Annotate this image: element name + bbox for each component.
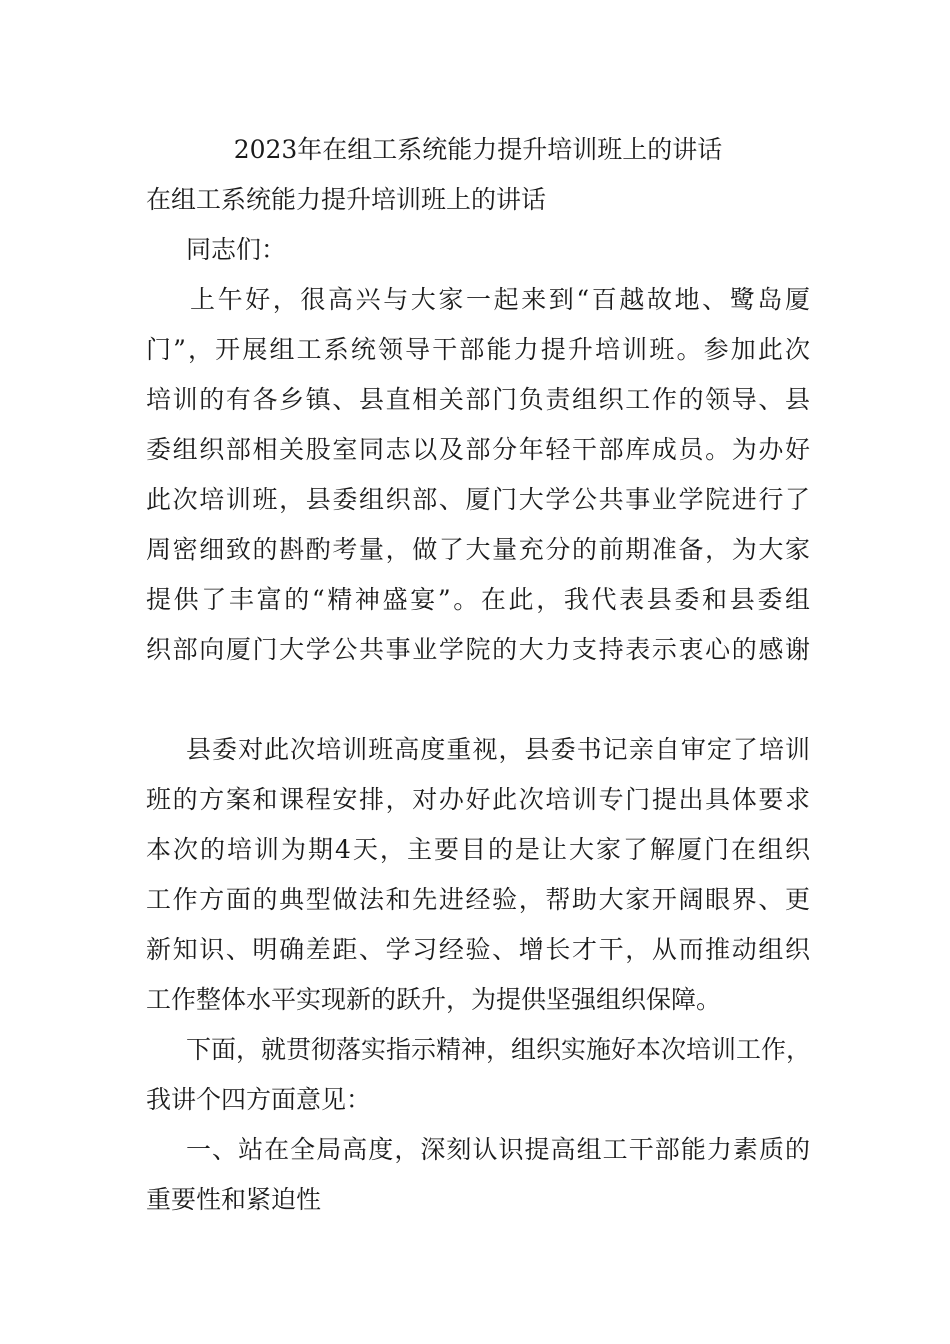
- paragraph-2-line: 县委对此次培训班高度重视，县委书记亲自审定了培训: [186, 735, 810, 764]
- paragraph-1-line: 上午好，很高兴与大家一起来到“百越故地、鹭岛厦: [190, 285, 810, 314]
- salutation: 同志们：: [186, 235, 287, 264]
- paragraph-1-line: 此次培训班，县委组织部、厦门大学公共事业学院进行了: [146, 485, 810, 514]
- document-subtitle: 在组工系统能力提升培训班上的讲话: [146, 185, 547, 214]
- paragraph-1-line: 织部向厦门大学公共事业学院的大力支持表示衷心的感谢: [146, 635, 810, 664]
- paragraph-1-line: 周密细致的斟酌考量，做了大量充分的前期准备，为大家: [146, 535, 810, 564]
- paragraph-3-line: 下面，就贯彻落实指示精神，组织实施好本次培训工作，: [186, 1035, 812, 1064]
- paragraph-2-line: 工作整体水平实现新的跃升，为提供坚强组织保障。: [146, 985, 722, 1014]
- paragraph-1-line: 门”，开展组工系统领导干部能力提升培训班。参加此次: [146, 335, 810, 364]
- paragraph-2-line: 本次的培训为期4天，主要目的是让大家了解厦门在组织: [146, 835, 810, 864]
- paragraph-1-line: 培训的有各乡镇、县直相关部门负责组织工作的领导、县: [146, 385, 810, 414]
- paragraph-3-line: 我讲个四方面意见：: [146, 1085, 372, 1114]
- paragraph-2-line: 班的方案和课程安排，对办好此次培训专门提出具体要求: [146, 785, 810, 814]
- paragraph-2-line: 新知识、明确差距、学习经验、增长才干，从而推动组织: [146, 935, 810, 964]
- paragraph-2-line: 工作方面的典型做法和先进经验，帮助大家开阔眼界、更: [146, 885, 810, 914]
- paragraph-1-line: 提供了丰富的“精神盛宴”。在此，我代表县委和县委组: [146, 585, 810, 614]
- paragraph-1-line: 委组织部相关股室同志以及部分年轻干部库成员。为办好: [146, 435, 810, 464]
- section-heading-line: 一、站在全局高度，深刻认识提高组工干部能力素质的: [186, 1135, 810, 1164]
- document-title: 2023年在组工系统能力提升培训班上的讲话: [233, 135, 723, 164]
- section-heading-line: 重要性和紧迫性: [146, 1185, 322, 1214]
